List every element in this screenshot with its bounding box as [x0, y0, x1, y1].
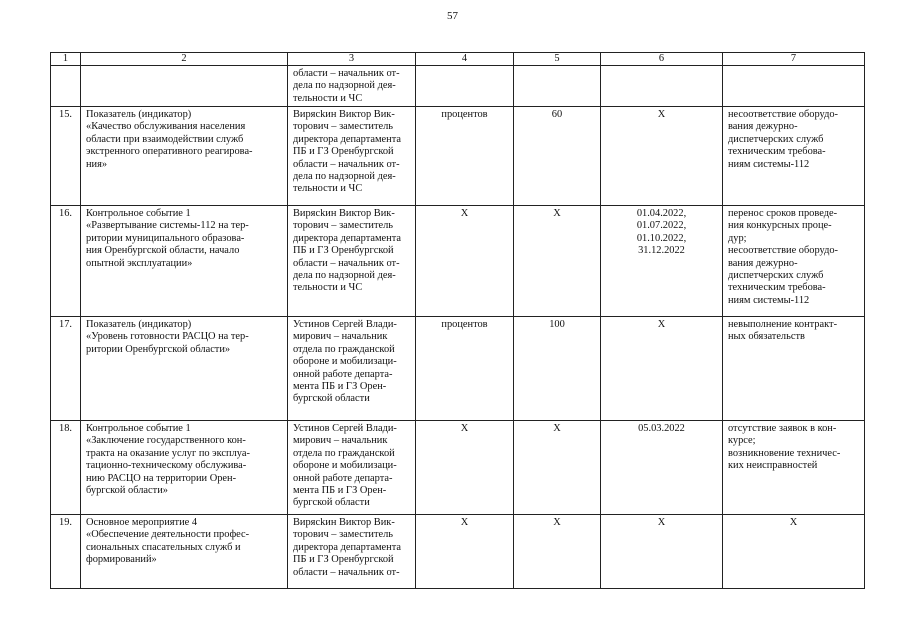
table-row [51, 206, 865, 317]
risks: несоответствие оборудо- вания дежурно- диспетчерских служб техническим требова- ниям системы-112 [723, 107, 865, 206]
column-header: 6 [601, 53, 723, 66]
column-header: 2 [81, 53, 288, 66]
value: 100 [514, 317, 601, 421]
deadline [601, 66, 723, 107]
unit: процентов [416, 107, 514, 206]
responsible-person: области – начальник от- дела по надзорной дея- тельности и ЧС [288, 66, 416, 107]
plan-table [50, 52, 865, 589]
value [514, 66, 601, 107]
table-row [51, 317, 865, 421]
row-number: 18. [51, 421, 81, 515]
risks: отсутствие заявок в кон- курсе; возникновение техничес- ких неисправностей [723, 421, 865, 515]
column-header: 5 [514, 53, 601, 66]
table-row [51, 107, 865, 206]
item-name: Контрольное событие 1 «Развертывание системы-112 на тер- ритории муниципального образова- ния Оренбургской области, начало опытной эксплуатации» [81, 206, 288, 317]
unit [416, 66, 514, 107]
column-header: 4 [416, 53, 514, 66]
value: Х [514, 515, 601, 589]
table-row [51, 66, 865, 107]
deadline: 01.04.2022, 01.07.2022, 01.10.2022, 31.12.2022 [601, 206, 723, 317]
item-name [81, 66, 288, 107]
column-header: 1 [51, 53, 81, 66]
responsible-person: Вирясkин Виктор Вик- торович – заместитель директора департамента ПБ и ГЗ Оренбургской области – начальник от- [288, 515, 416, 589]
deadline: Х [601, 317, 723, 421]
responsible-person: Устинов Сергей Влади- мирович – начальник отдела по гражданской обороне и мобилизаци- онной работе департа- мента ПБ и ГЗ Орен- бургской области [288, 421, 416, 515]
risks [723, 66, 865, 107]
table-row [51, 515, 865, 589]
column-header: 3 [288, 53, 416, 66]
row-number: 17. [51, 317, 81, 421]
unit: процентов [416, 317, 514, 421]
unit: Х [416, 515, 514, 589]
table-row [51, 421, 865, 515]
value: 60 [514, 107, 601, 206]
risks: невыполнение контракт- ных обязательств [723, 317, 865, 421]
risks: Х [723, 515, 865, 589]
unit: Х [416, 206, 514, 317]
deadline: Х [601, 515, 723, 589]
item-name: Контрольное событие 1 «Заключение государственного кон- тракта на оказание услуг по эксплуа- тационно-техническому обслужива- нию РАСЦО на территории Орен- бургской области» [81, 421, 288, 515]
responsible-person: Вирясkин Виктор Вик- торович – заместитель директора департамента ПБ и ГЗ Оренбургской области – начальник от- дела по надзорной дея- тельности и ЧС [288, 107, 416, 206]
responsible-person: Вирясkин Виктор Вик- торович – заместитель директора департамента ПБ и ГЗ Оренбургской области – начальник от- дела по надзорной дея- тельности и ЧС [288, 206, 416, 317]
item-name: Показатель (индикатор) «Качество обслуживания населения области при взаимодействии служб экстренного оперативного реагирова- ния» [81, 107, 288, 206]
row-number [51, 66, 81, 107]
page-number: 57 [447, 10, 458, 22]
responsible-person: Устинов Сергей Влади- мирович – начальник отдела по гражданской обороне и мобилизаци- онной работе департа- мента ПБ и ГЗ Орен- бургской области [288, 317, 416, 421]
header-row [51, 53, 865, 66]
row-number: 16. [51, 206, 81, 317]
deadline: Х [601, 107, 723, 206]
unit: Х [416, 421, 514, 515]
column-header: 7 [723, 53, 865, 66]
value: Х [514, 421, 601, 515]
item-name: Основное мероприятие 4 «Обеспечение деятельности профес- сиональных спасательных служб и формирований» [81, 515, 288, 589]
deadline: 05.03.2022 [601, 421, 723, 515]
row-number: 15. [51, 107, 81, 206]
risks: перенос сроков проведе- ния конкурсных проце- дур; несоответствие оборудо- вания дежурно- диспетчерских служб техническим требова- ниям системы-112 [723, 206, 865, 317]
row-number: 19. [51, 515, 81, 589]
value: Х [514, 206, 601, 317]
item-name: Показатель (индикатор) «Уровень готовности РАСЦО на тер- ритории Оренбургской области» [81, 317, 288, 421]
